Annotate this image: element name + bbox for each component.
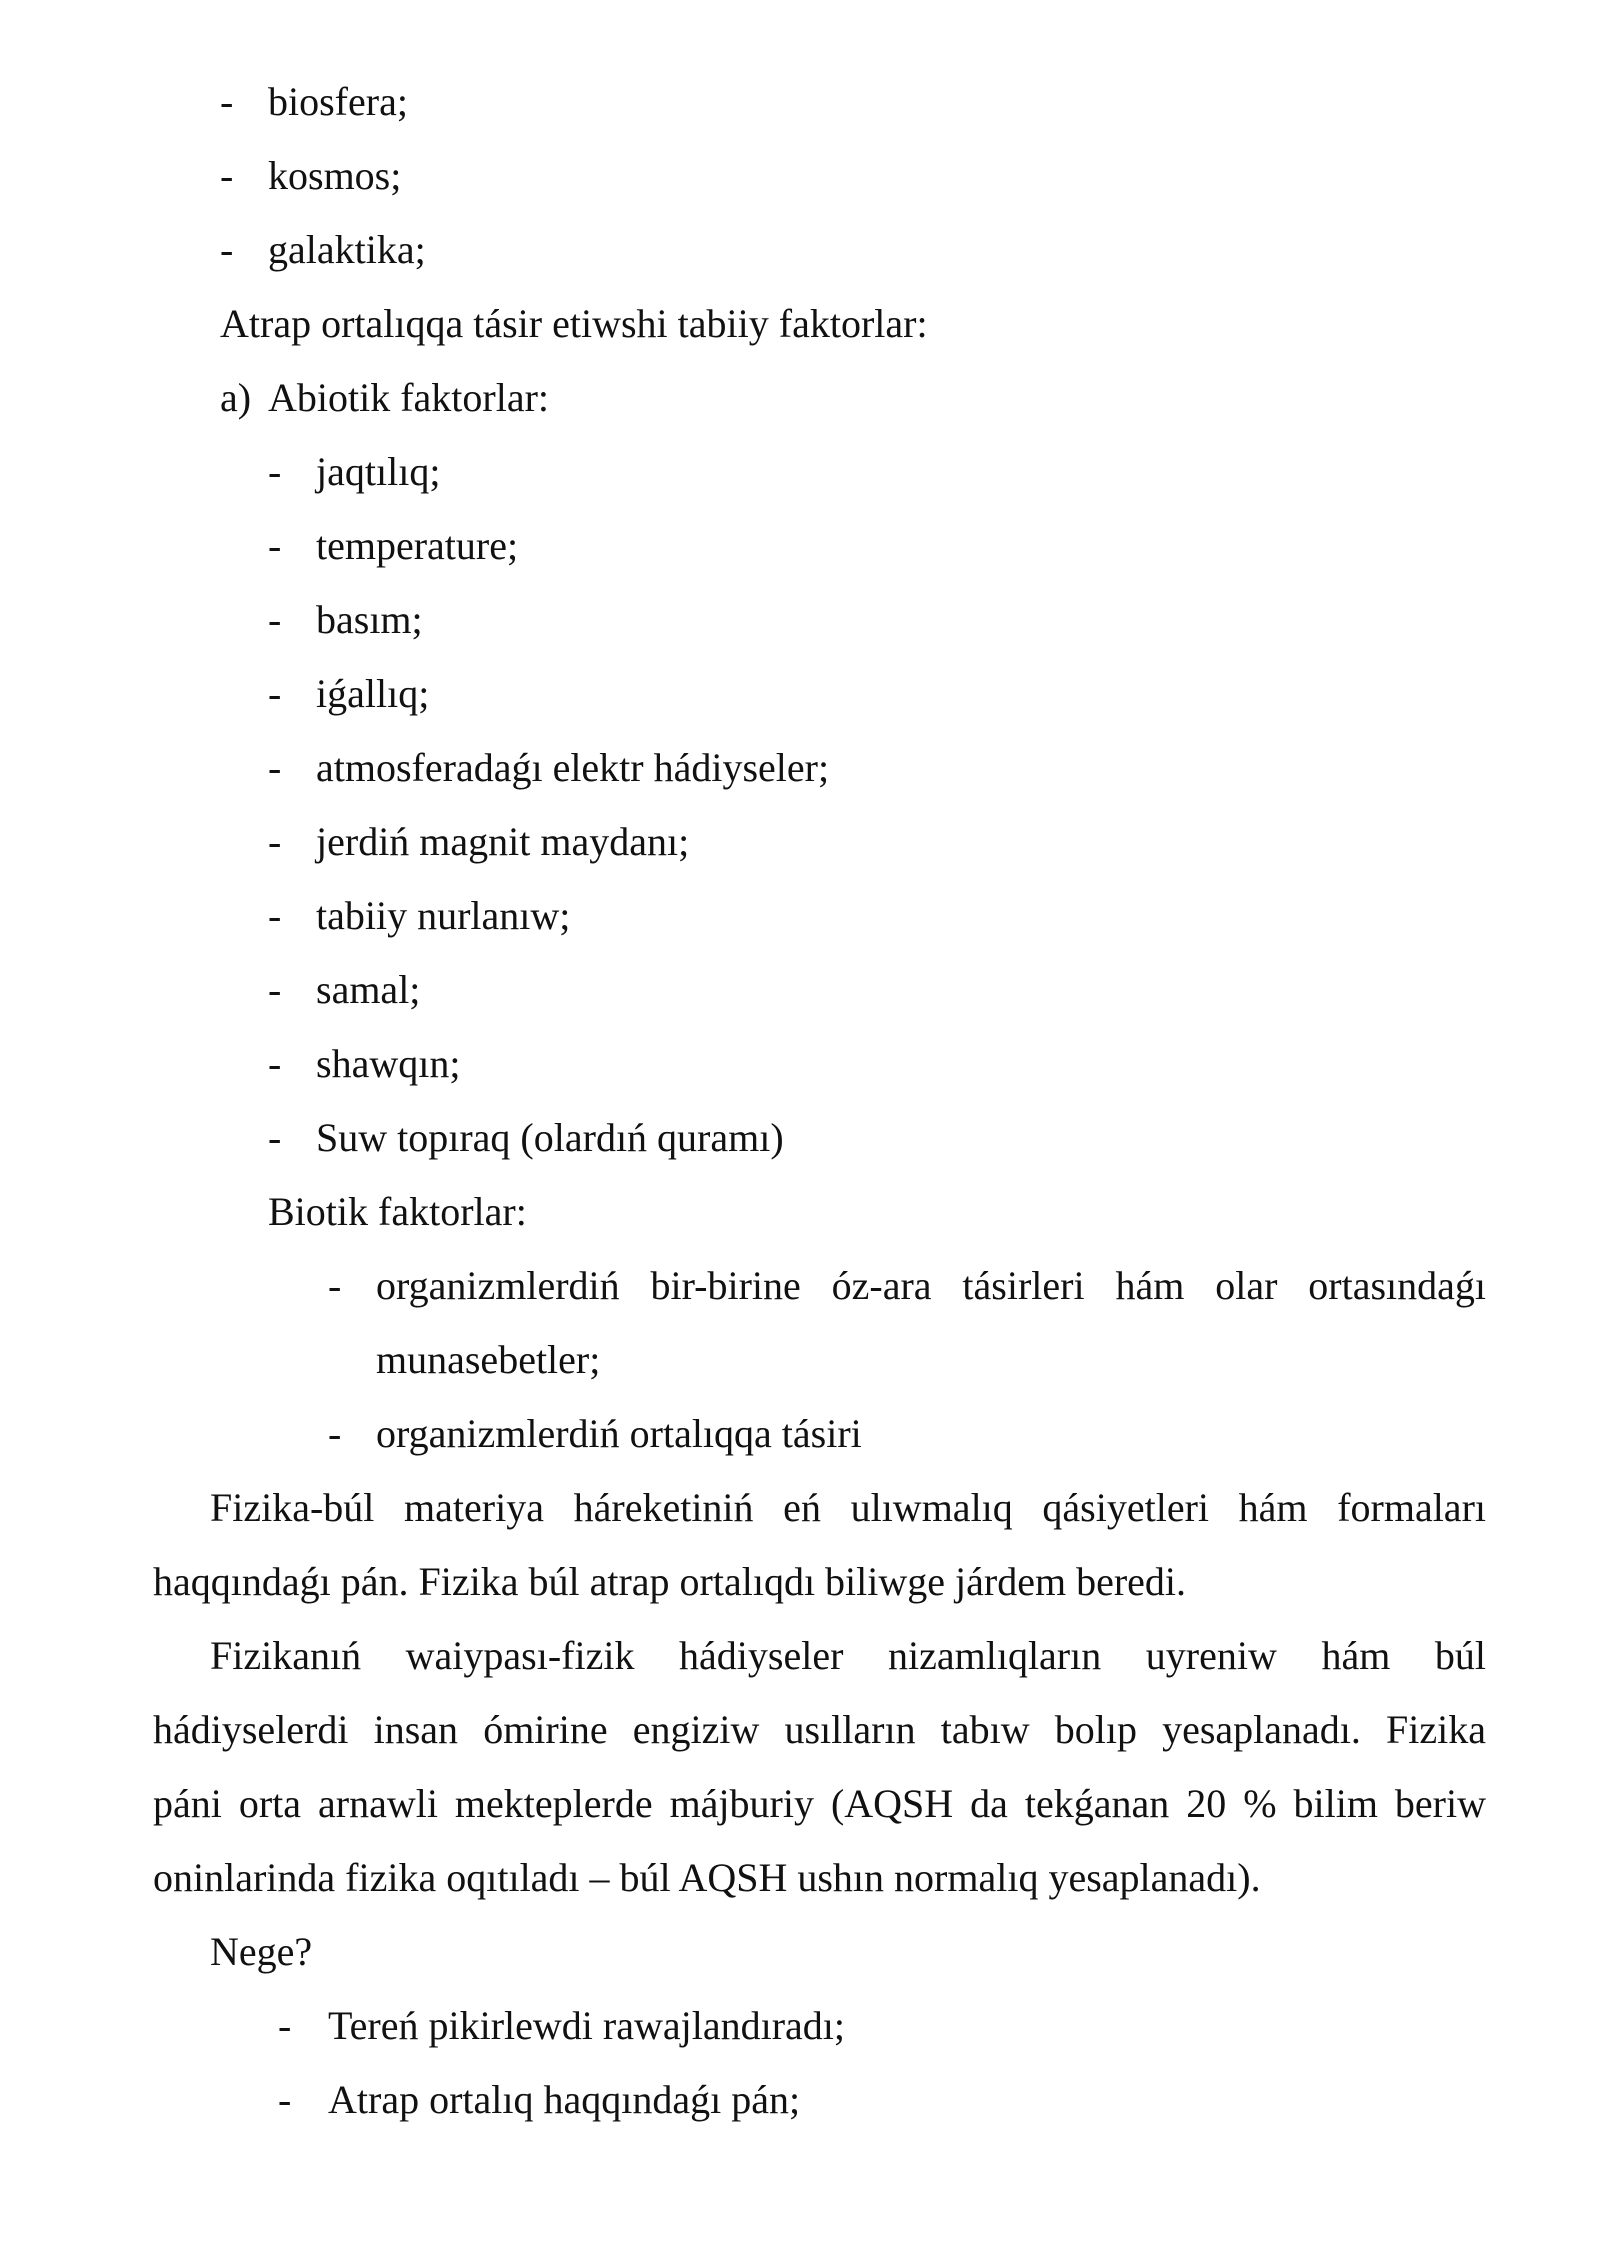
biotic-item-1-line-2: munasebetler; — [376, 1337, 601, 1382]
list-item-biosfera: biosfera; — [268, 79, 408, 124]
list-dash: - — [328, 1411, 342, 1456]
question-heading: Nege? — [210, 1929, 313, 1974]
list-dash: - — [268, 819, 282, 864]
list-dash: - — [220, 153, 234, 198]
list-dash: - — [278, 2077, 292, 2122]
list-dash: - — [220, 79, 234, 124]
abiotic-heading: Abiotik faktorlar: — [268, 375, 550, 420]
list-dash: - — [268, 671, 282, 716]
list-dash: - — [268, 1041, 282, 1086]
list-dash: - — [268, 893, 282, 938]
biotic-item-1-line-1: organizmlerdiń bir-birine óz-ara tásirleri hám olar ortasındaǵı — [376, 1263, 1486, 1308]
abiotic-item: jerdiń magnit maydanı; — [316, 819, 690, 864]
list-dash: - — [268, 597, 282, 642]
list-dash: - — [278, 2003, 292, 2048]
abiotic-item: shawqın; — [316, 1041, 461, 1086]
paragraph-2-line-4: oninlarinda fizika oqıtıladı – búl AQSH ushın normalıq yesaplanadı). — [153, 1855, 1261, 1900]
list-item: Tereń pikirlewdi rawajlandıradı; — [328, 2003, 845, 2048]
list-item: Atrap ortalıq haqqındaǵı pán; — [328, 2077, 801, 2122]
biotic-heading: Biotik faktorlar: — [268, 1189, 527, 1234]
list-dash: - — [268, 967, 282, 1012]
paragraph-1-line-1: Fizika-búl materiya háreketiniń eń ulıwmalıq qásiyetleri hám formaları — [210, 1485, 1486, 1530]
paragraph-1-line-2: haqqındaǵı pán. Fizika búl atrap ortalıqdı biliwge járdem beredi. — [153, 1559, 1187, 1604]
abiotic-item: jaqtılıq; — [316, 449, 441, 494]
abiotic-item: basım; — [316, 597, 423, 642]
abiotic-marker: a) — [220, 375, 252, 420]
list-dash: - — [328, 1263, 342, 1308]
abiotic-item: samal; — [316, 967, 421, 1012]
list-item-kosmos: kosmos; — [268, 153, 402, 198]
paragraph-2-line-3: páni orta arnawli mekteplerde májburiy (AQSH da tekǵanan 20 % bilim beriw — [153, 1781, 1486, 1826]
list-dash: - — [268, 745, 282, 790]
list-dash: - — [268, 449, 282, 494]
abiotic-item: Suw topıraq (olardıń quramı) — [316, 1115, 784, 1160]
factors-heading: Atrap ortalıqqa tásir etiwshi tabiiy faktorlar: — [220, 301, 928, 346]
abiotic-item: iǵallıq; — [316, 671, 430, 716]
paragraph-2-line-2: hádiyselerdi insan ómirine engiziw usılların tabıw bolıp yesaplanadı. Fizika — [153, 1707, 1486, 1752]
abiotic-item: temperature; — [316, 523, 519, 568]
abiotic-item: atmosferadaǵı elektr hádiyseler; — [316, 745, 830, 790]
paragraph-2-line-1: Fizikanıń waiypası-fizik hádiyseler nizamlıqların uyreniw hám búl — [210, 1633, 1486, 1678]
list-dash: - — [220, 227, 234, 272]
list-item-galaktika: galaktika; — [268, 227, 426, 272]
list-dash: - — [268, 1115, 282, 1160]
list-dash: - — [268, 523, 282, 568]
abiotic-item: tabiiy nurlanıw; — [316, 893, 571, 938]
biotic-item-2: organizmlerdiń ortalıqqa tásiri — [376, 1411, 862, 1456]
